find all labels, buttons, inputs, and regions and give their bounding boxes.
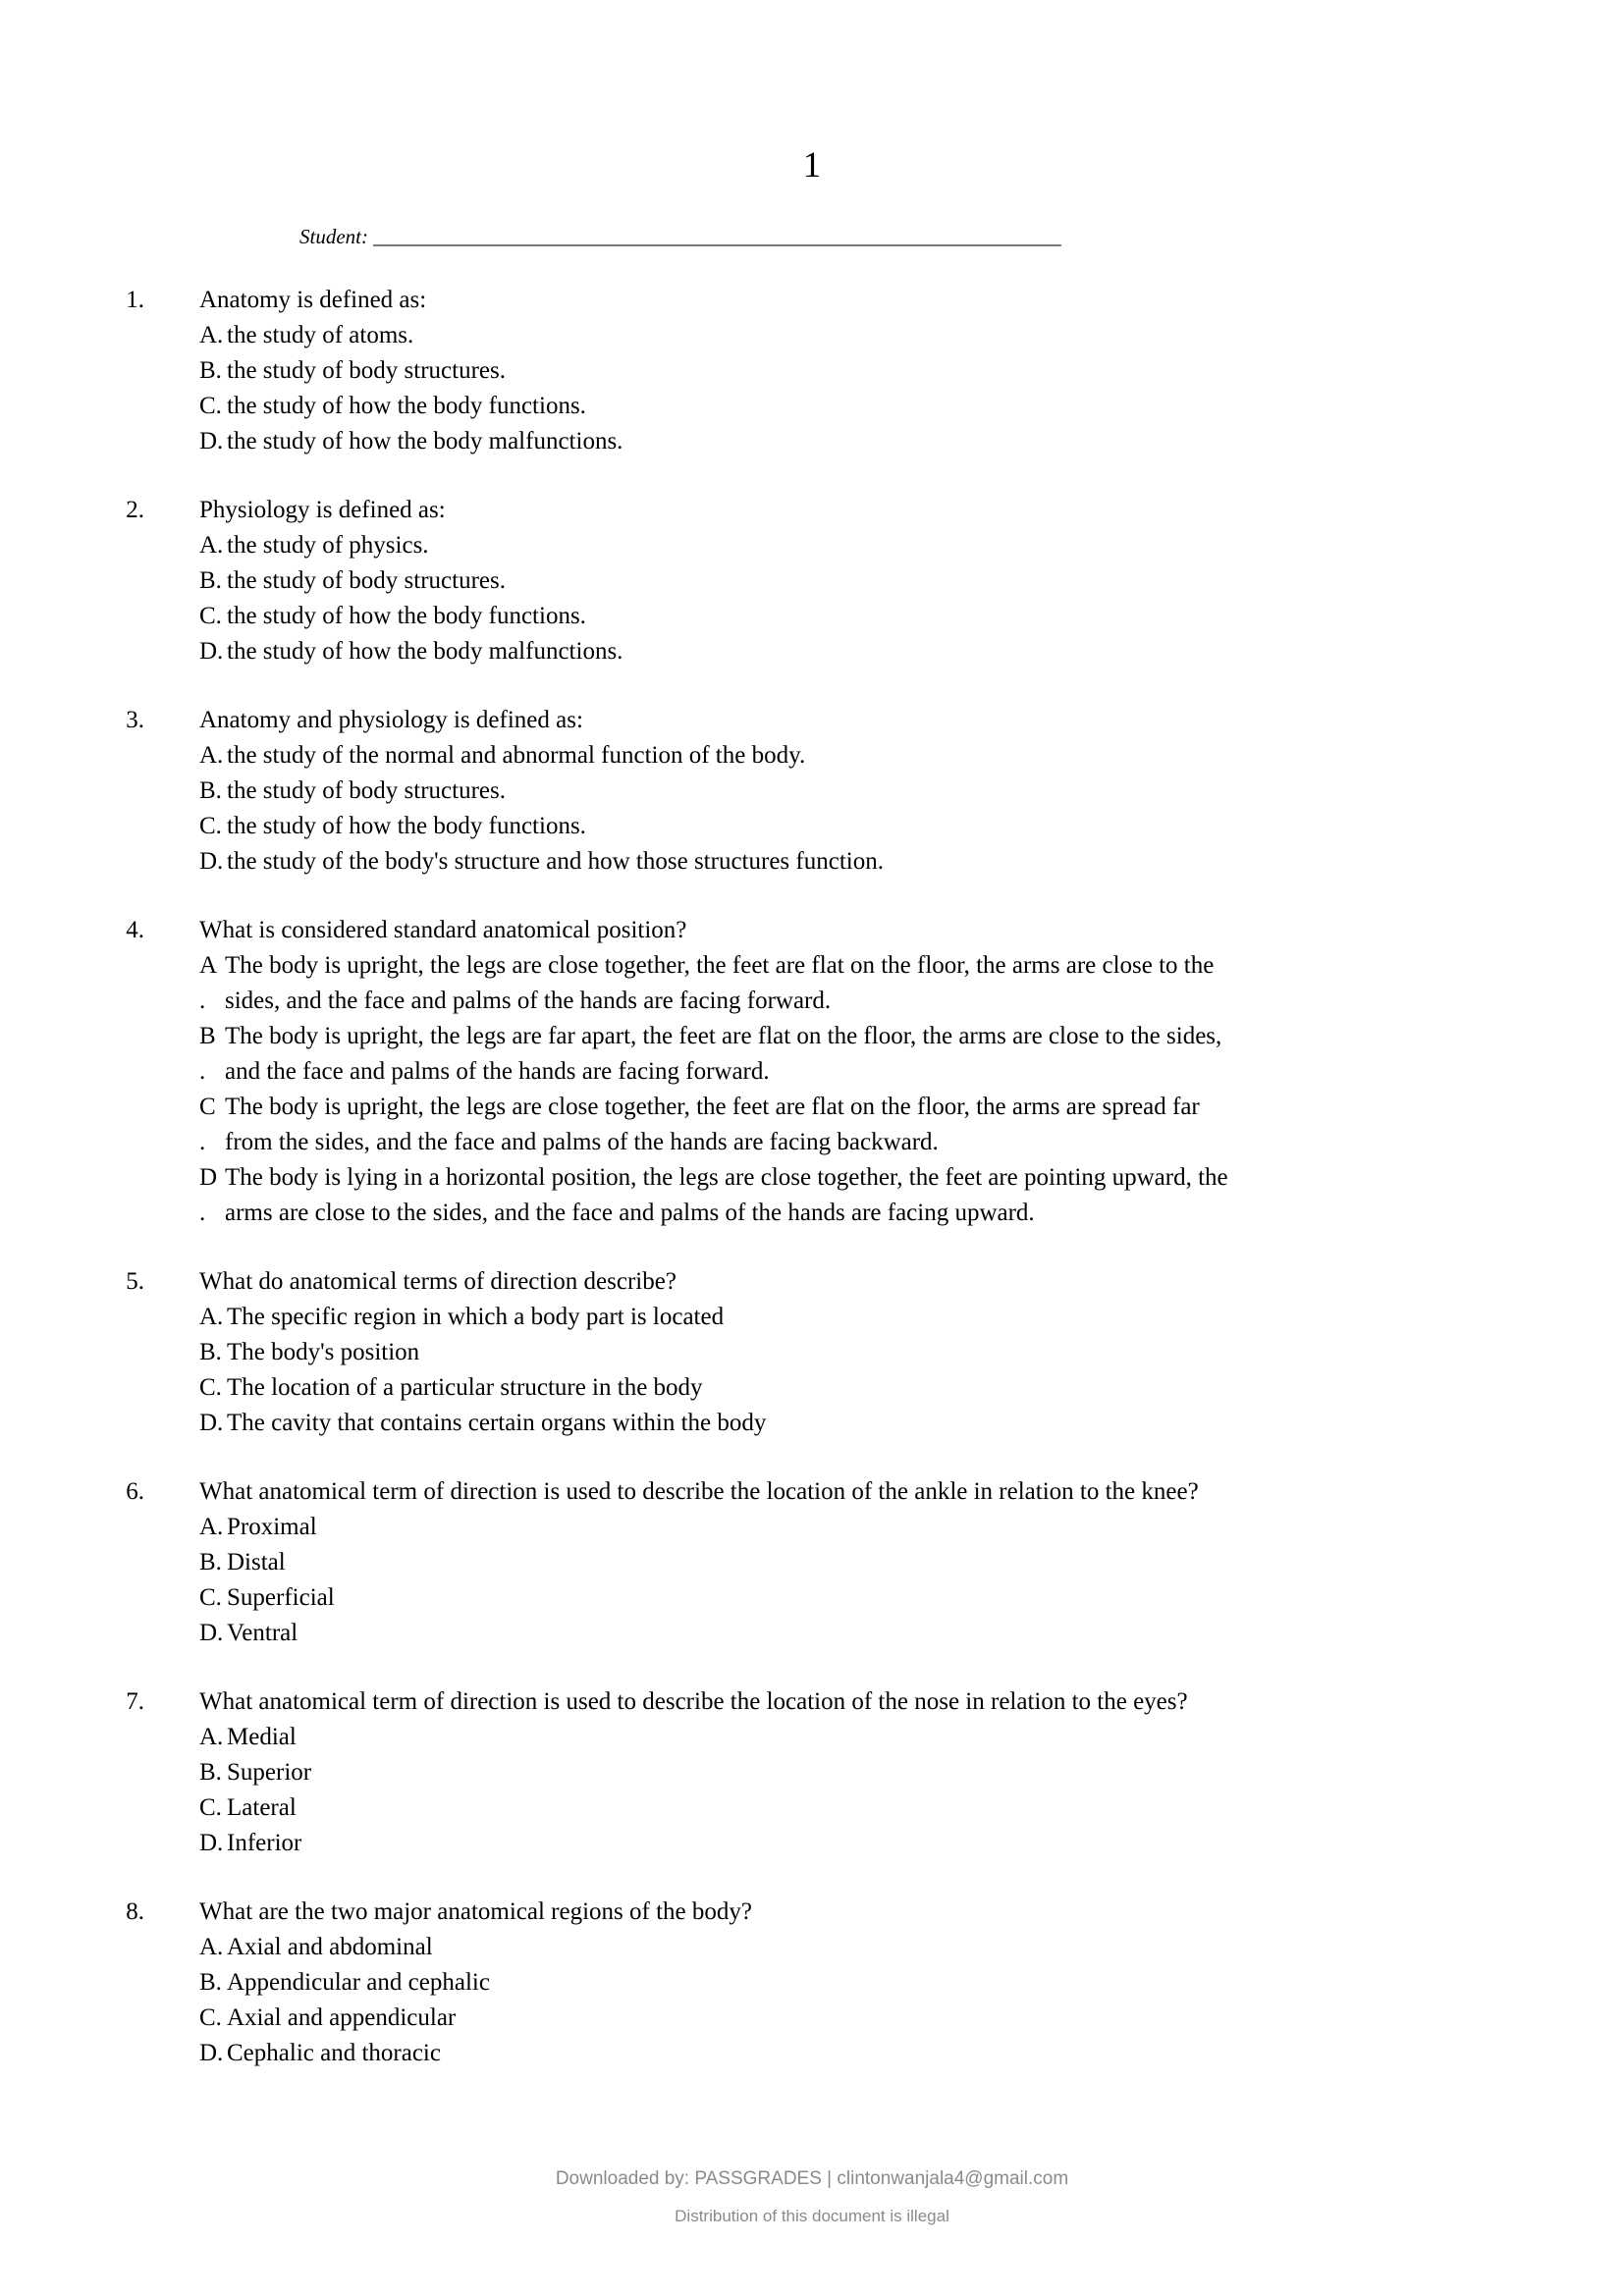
option-text: Cephalic and thoracic: [227, 2040, 441, 2066]
option-period: .: [199, 1129, 206, 1155]
option-letter: C.: [199, 813, 222, 839]
question-body: [199, 1474, 1199, 1651]
option-letter: C.: [199, 1794, 222, 1821]
option-text: Axial and abdominal: [227, 1934, 433, 1960]
option-text: [225, 1090, 1228, 1160]
question-number: 7.: [126, 1688, 144, 1715]
option-text-line: The body is upright, the legs are far apart, the feet are flat on the floor, the arms are close to the sides,: [225, 1023, 1222, 1049]
answer-option[interactable]: [199, 1300, 766, 1335]
option-letter: D.: [199, 1830, 224, 1856]
option-letter: C.: [199, 2004, 222, 2031]
question-number: 2.: [126, 497, 144, 523]
option-period: .: [199, 1058, 206, 1085]
question-body: [199, 493, 623, 669]
question-text: Anatomy and physiology is defined as:: [199, 707, 583, 733]
answer-option[interactable]: [199, 353, 623, 389]
option-letter: B.: [199, 567, 222, 594]
answer-option[interactable]: [199, 1335, 766, 1370]
student-label: Student:: [299, 225, 368, 248]
answer-option[interactable]: [199, 424, 623, 459]
question-body: [199, 703, 884, 880]
question-list: [0, 283, 1624, 2071]
option-text: The cavity that contains certain organs within the body: [227, 1410, 767, 1436]
option-period: .: [199, 1200, 206, 1226]
option-letter: A: [199, 952, 218, 979]
answer-option[interactable]: [199, 1965, 752, 2001]
option-letter: B: [199, 1023, 216, 1049]
option-text: the study of the body's structure and how those structures function.: [227, 848, 884, 875]
option-text: the study of the normal and abnormal function of the body.: [227, 742, 806, 769]
answer-option[interactable]: [199, 774, 884, 809]
question-item: [0, 493, 1624, 669]
question-body: [199, 1684, 1188, 1861]
footer-download-info: Downloaded by: PASSGRADES | clintonwanjala4@gmail.com: [555, 2168, 1069, 2189]
answer-option[interactable]: [199, 844, 884, 880]
question-body: [199, 1895, 752, 2071]
question-item: [0, 913, 1624, 1231]
answer-option[interactable]: [199, 1510, 1199, 1545]
answer-option[interactable]: [199, 738, 884, 774]
question-number: 3.: [126, 707, 144, 733]
answer-option[interactable]: [199, 1160, 1228, 1231]
answer-option[interactable]: [199, 948, 1228, 1019]
question-text: Physiology is defined as:: [199, 497, 446, 523]
option-text: the study of how the body functions.: [227, 603, 586, 629]
answer-option[interactable]: [199, 1019, 1228, 1090]
student-name-line: [299, 225, 1624, 249]
answer-option[interactable]: [199, 1370, 766, 1406]
question-text: What anatomical term of direction is used to describe the location of the nose in relation to the eyes?: [199, 1688, 1188, 1715]
option-text-line: The body is upright, the legs are close together, the feet are flat on the floor, the arms are close to the: [225, 952, 1215, 979]
option-text: the study of body structures.: [227, 357, 506, 384]
option-text: Appendicular and cephalic: [227, 1969, 490, 1996]
answer-option[interactable]: [199, 1090, 1228, 1160]
question-item: [0, 1264, 1624, 1441]
option-text: Medial: [227, 1724, 297, 1750]
answer-option[interactable]: [199, 1580, 1199, 1616]
option-text: The body's position: [227, 1339, 420, 1365]
option-letter: B.: [199, 1339, 222, 1365]
option-letter: C.: [199, 603, 222, 629]
answer-option[interactable]: [199, 1616, 1199, 1651]
answer-option[interactable]: [199, 1930, 752, 1965]
option-text: [225, 1160, 1228, 1231]
answer-option[interactable]: [199, 2036, 752, 2071]
option-letter: D.: [199, 428, 224, 454]
option-text: the study of body structures.: [227, 567, 506, 594]
option-text: the study of how the body malfunctions.: [227, 638, 623, 665]
option-text-line: sides, and the face and palms of the hands are facing forward.: [225, 988, 832, 1014]
question-text: What are the two major anatomical regions of the body?: [199, 1898, 752, 1925]
student-name-blank: ______________________________________________________________________: [373, 225, 1061, 248]
answer-option[interactable]: [199, 1755, 1188, 1790]
page-number: 1: [802, 145, 822, 186]
question-text: What do anatomical terms of direction describe?: [199, 1268, 677, 1295]
option-text: the study of how the body malfunctions.: [227, 428, 623, 454]
option-marker: [199, 1160, 225, 1231]
option-text-line: from the sides, and the face and palms of the hands are facing backward.: [225, 1129, 939, 1155]
footer-distribution-notice: Distribution of this document is illegal: [675, 2207, 949, 2225]
answer-option[interactable]: [199, 389, 623, 424]
option-letter: B.: [199, 357, 222, 384]
option-period: .: [199, 988, 206, 1014]
question-item: [0, 1684, 1624, 1861]
option-letter: A.: [199, 1934, 224, 1960]
option-text-line: The body is upright, the legs are close together, the feet are flat on the floor, the arms are spread far: [225, 1094, 1200, 1120]
option-letter: B.: [199, 1969, 222, 1996]
option-letter: C.: [199, 1374, 222, 1401]
question-item: [0, 283, 1624, 459]
option-letter: B.: [199, 1549, 222, 1575]
question-number: 6.: [126, 1478, 144, 1505]
option-text: Axial and appendicular: [227, 2004, 457, 2031]
question-body: [199, 283, 623, 459]
answer-option[interactable]: [199, 563, 623, 599]
answer-option[interactable]: [199, 1790, 1188, 1826]
option-text: the study of body structures.: [227, 777, 506, 804]
answer-option[interactable]: [199, 528, 623, 563]
option-text: [225, 1019, 1228, 1090]
option-text: The specific region in which a body part is located: [227, 1304, 725, 1330]
question-body: [199, 913, 1228, 1231]
question-number: 1.: [126, 287, 144, 313]
option-text: Proximal: [227, 1514, 317, 1540]
option-letter: D.: [199, 2040, 224, 2066]
option-letter: A.: [199, 742, 224, 769]
option-letter: D.: [199, 638, 224, 665]
option-letter: C: [199, 1094, 216, 1120]
option-text: Superficial: [227, 1584, 335, 1611]
option-text: [225, 948, 1228, 1019]
option-text-line: The body is lying in a horizontal position, the legs are close together, the feet are pointing upward, the: [225, 1164, 1228, 1191]
page-footer: [0, 2164, 1624, 2231]
option-text: Ventral: [227, 1620, 298, 1646]
question-item: [0, 1895, 1624, 2071]
option-letter: C.: [199, 1584, 222, 1611]
question-item: [0, 703, 1624, 880]
option-text: Superior: [227, 1759, 312, 1786]
option-text: Lateral: [227, 1794, 297, 1821]
option-text: The location of a particular structure in the body: [227, 1374, 703, 1401]
option-letter: A.: [199, 1304, 224, 1330]
option-letter: A.: [199, 532, 224, 559]
question-text: What is considered standard anatomical position?: [199, 917, 687, 943]
answer-option[interactable]: [199, 1406, 766, 1441]
option-letter: D: [199, 1164, 218, 1191]
question-text: Anatomy is defined as:: [199, 287, 427, 313]
option-letter: B.: [199, 1759, 222, 1786]
question-number: 4.: [126, 917, 144, 943]
option-letter: D.: [199, 1410, 224, 1436]
option-marker: [199, 948, 225, 1019]
option-text: Inferior: [227, 1830, 302, 1856]
option-text: the study of physics.: [227, 532, 429, 559]
answer-option[interactable]: [199, 318, 623, 353]
option-letter: A.: [199, 322, 224, 348]
option-letter: B.: [199, 777, 222, 804]
question-number: 5.: [126, 1268, 144, 1295]
option-letter: D.: [199, 1620, 224, 1646]
answer-option[interactable]: [199, 1826, 1188, 1861]
answer-option[interactable]: [199, 2001, 752, 2036]
question-text: What anatomical term of direction is used to describe the location of the ankle in relation to the knee?: [199, 1478, 1199, 1505]
option-letter: D.: [199, 848, 224, 875]
option-text: the study of atoms.: [227, 322, 414, 348]
option-letter: A.: [199, 1514, 224, 1540]
option-text: Distal: [227, 1549, 286, 1575]
question-body: [199, 1264, 766, 1441]
option-letter: C.: [199, 393, 222, 419]
option-text-line: arms are close to the sides, and the face and palms of the hands are facing upward.: [225, 1200, 1035, 1226]
answer-option[interactable]: [199, 809, 884, 844]
answer-option[interactable]: [199, 599, 623, 634]
option-marker: [199, 1019, 225, 1090]
option-marker: [199, 1090, 225, 1160]
option-text: the study of how the body functions.: [227, 393, 586, 419]
question-number: 8.: [126, 1898, 144, 1925]
answer-option[interactable]: [199, 1545, 1199, 1580]
question-item: [0, 1474, 1624, 1651]
option-letter: A.: [199, 1724, 224, 1750]
option-text: the study of how the body functions.: [227, 813, 586, 839]
answer-option[interactable]: [199, 634, 623, 669]
answer-option[interactable]: [199, 1720, 1188, 1755]
option-text-line: and the face and palms of the hands are facing forward.: [225, 1058, 770, 1085]
